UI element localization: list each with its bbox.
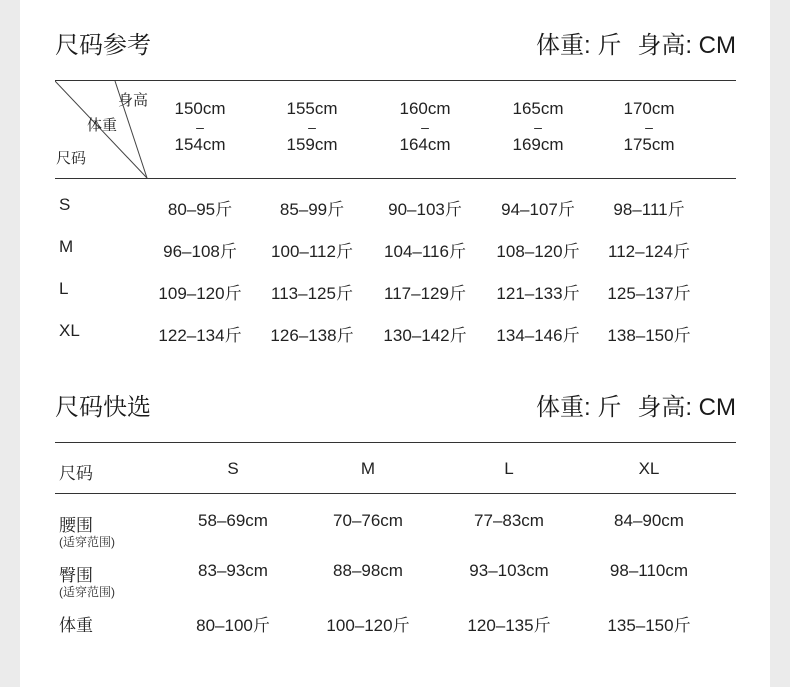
height-col-1-sep: – bbox=[196, 119, 204, 135]
height-col-2-from: 155cm bbox=[286, 99, 338, 118]
quick-header bbox=[55, 390, 736, 430]
quick-header-l: L bbox=[504, 459, 514, 478]
weight-label: 体重 bbox=[59, 616, 93, 635]
hip-label: 臀围 bbox=[59, 566, 93, 585]
height-col-4-sep: – bbox=[534, 119, 542, 135]
reference-title: 尺码参考 bbox=[55, 32, 151, 59]
quick-header-rule bbox=[55, 493, 736, 494]
quick-cell: 70–76cm bbox=[333, 511, 403, 530]
ref-cell: 100–112斤 bbox=[271, 242, 353, 261]
height-col-2 bbox=[272, 98, 352, 156]
ref-cell: 138–150斤 bbox=[607, 326, 691, 345]
waist-note: (适穿范围) bbox=[59, 535, 115, 549]
quick-cell: 120–135斤 bbox=[467, 616, 551, 635]
size-chart-card bbox=[20, 0, 770, 687]
ref-cell: 98–111斤 bbox=[613, 200, 685, 219]
quick-cell: 135–150斤 bbox=[607, 616, 691, 635]
height-col-5-sep: – bbox=[645, 119, 653, 135]
ref-cell: 90–103斤 bbox=[388, 200, 462, 219]
reference-units bbox=[536, 28, 736, 64]
height-col-3-from: 160cm bbox=[399, 99, 451, 118]
ref-cell: 126–138斤 bbox=[270, 326, 354, 345]
size-row-label-m: M bbox=[59, 237, 74, 256]
quick-header-xl: XL bbox=[638, 459, 660, 478]
ref-cell: 85–99斤 bbox=[279, 200, 345, 219]
height-col-4-to: 169cm bbox=[512, 135, 564, 154]
height-col-3-to: 164cm bbox=[399, 135, 451, 154]
height-col-5 bbox=[609, 98, 689, 156]
ref-cell: 112–124斤 bbox=[608, 242, 690, 261]
ref-cell: 109–120斤 bbox=[158, 284, 242, 303]
height-col-1-to: 154cm bbox=[174, 135, 226, 154]
weight-unit-label: 体重: 斤 bbox=[535, 32, 622, 59]
height-col-2-to: 159cm bbox=[286, 135, 338, 154]
quick-cell: 83–93cm bbox=[198, 561, 268, 580]
quick-cell: 98–110cm bbox=[609, 561, 689, 580]
size-row-label-l: L bbox=[59, 279, 69, 298]
height-col-1 bbox=[160, 98, 240, 156]
height-col-5-from: 170cm bbox=[623, 99, 675, 118]
quick-top-rule bbox=[55, 442, 736, 443]
corner-size-label: 尺码 bbox=[56, 150, 87, 167]
ref-cell: 117–129斤 bbox=[384, 284, 466, 303]
ref-cell: 113–125斤 bbox=[271, 284, 353, 303]
quick-cell: 93–103cm bbox=[469, 561, 549, 580]
quick-cell: 77–83cm bbox=[474, 511, 544, 530]
height-col-4 bbox=[498, 98, 578, 156]
reference-header bbox=[55, 28, 736, 68]
height-col-3 bbox=[385, 98, 465, 156]
ref-cell: 94–107斤 bbox=[501, 200, 575, 219]
height-col-2-sep: – bbox=[308, 119, 316, 135]
size-row-label-xl: XL bbox=[59, 321, 80, 340]
quick-header-m: M bbox=[360, 459, 376, 478]
size-row-label-s: S bbox=[59, 195, 71, 214]
waist-label: 腰围 bbox=[59, 516, 93, 535]
height-col-4-from: 165cm bbox=[512, 99, 564, 118]
weight-unit-label: 体重: 斤 bbox=[535, 394, 622, 421]
ref-cell: 104–116斤 bbox=[384, 242, 466, 261]
quick-header-size: 尺码 bbox=[59, 464, 93, 483]
ref-cell: 96–108斤 bbox=[163, 242, 237, 261]
height-col-1-from: 150cm bbox=[174, 99, 226, 118]
quick-cell: 88–98cm bbox=[333, 561, 403, 580]
hip-note: (适穿范围) bbox=[59, 585, 115, 599]
height-col-3-sep: – bbox=[421, 119, 429, 135]
height-col-5-to: 175cm bbox=[623, 135, 675, 154]
quick-title: 尺码快选 bbox=[55, 394, 151, 421]
ref-cell: 122–134斤 bbox=[158, 326, 242, 345]
quick-header-s: S bbox=[227, 459, 239, 478]
quick-cell: 100–120斤 bbox=[326, 616, 410, 635]
quick-cell: 58–69cm bbox=[198, 511, 268, 530]
height-unit-label: 身高: CM bbox=[637, 394, 736, 421]
ref-cell: 108–120斤 bbox=[496, 242, 580, 261]
ref-cell: 80–95斤 bbox=[167, 200, 233, 219]
ref-cell: 130–142斤 bbox=[383, 326, 467, 345]
reference-header-rule bbox=[55, 178, 736, 179]
ref-cell: 125–137斤 bbox=[607, 284, 691, 303]
quick-units bbox=[536, 390, 736, 426]
quick-cell: 80–100斤 bbox=[196, 616, 270, 635]
ref-cell: 121–133斤 bbox=[496, 284, 580, 303]
quick-cell: 84–90cm bbox=[614, 511, 684, 530]
ref-cell: 134–146斤 bbox=[496, 326, 580, 345]
corner-height-label: 身高 bbox=[118, 92, 149, 109]
corner-weight-label: 体重 bbox=[87, 117, 118, 134]
height-unit-label: 身高: CM bbox=[637, 32, 736, 59]
